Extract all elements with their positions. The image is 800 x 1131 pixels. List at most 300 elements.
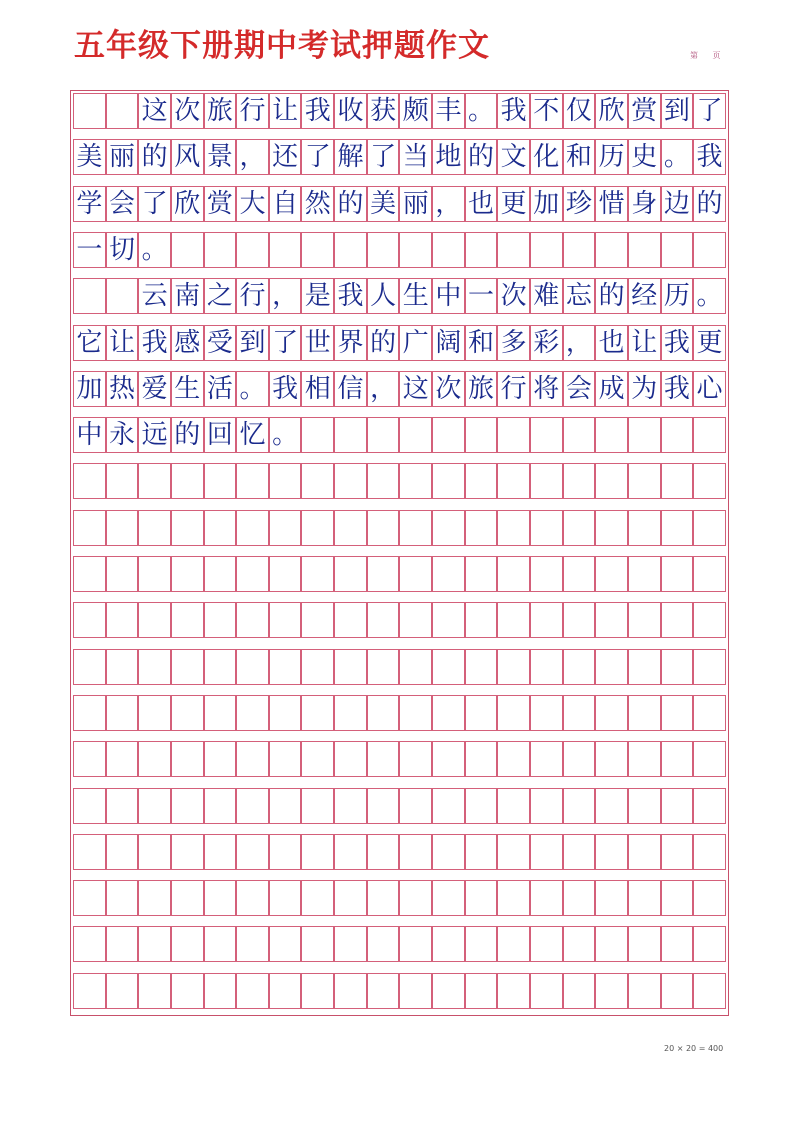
grid-cell: 解 <box>334 139 367 175</box>
grid-cell <box>269 926 302 962</box>
grid-cell <box>563 510 596 546</box>
grid-cell <box>204 973 237 1009</box>
grid-cell <box>236 510 269 546</box>
grid-cell: 不 <box>530 93 563 129</box>
grid-cell: 中 <box>73 417 106 453</box>
grid-cell <box>399 926 432 962</box>
grid-cell <box>106 649 139 685</box>
grid-cell <box>269 741 302 777</box>
grid-cell: 信 <box>334 371 367 407</box>
grid-cell: 成 <box>595 371 628 407</box>
grid-cell: 了 <box>138 186 171 222</box>
grid-cell: 收 <box>334 93 367 129</box>
grid-cell: 身 <box>628 186 661 222</box>
grid-cell: 更 <box>497 186 530 222</box>
grid-cell <box>399 510 432 546</box>
grid-cell <box>367 510 400 546</box>
grid-cell <box>530 926 563 962</box>
grid-cell: 界 <box>334 325 367 361</box>
grid-cell: 旅 <box>465 371 498 407</box>
grid-cell <box>73 463 106 499</box>
grid-cell <box>693 463 726 499</box>
grid-cell <box>661 695 694 731</box>
grid-cell <box>106 278 139 314</box>
grid-cell: 行 <box>236 278 269 314</box>
grid-cell: 相 <box>301 371 334 407</box>
grid-cell <box>628 788 661 824</box>
grid-cell <box>563 232 596 268</box>
grid-cell: 丽 <box>399 186 432 222</box>
grid-cell: 的 <box>367 325 400 361</box>
grid-cell <box>171 556 204 592</box>
grid-cell <box>563 880 596 916</box>
grid-cell <box>693 649 726 685</box>
grid-cell: 丽 <box>106 139 139 175</box>
grid-cell <box>301 417 334 453</box>
grid-cell <box>269 695 302 731</box>
grid-cell <box>399 741 432 777</box>
grid-cell: 中 <box>432 278 465 314</box>
grid-cell <box>432 417 465 453</box>
grid-cell: 化 <box>530 139 563 175</box>
grid-cell: 了 <box>301 139 334 175</box>
grid-cell <box>693 741 726 777</box>
grid-cell <box>530 695 563 731</box>
grid-cell <box>465 880 498 916</box>
grid-cell <box>432 232 465 268</box>
grid-row <box>73 695 726 731</box>
grid-cell: 赏 <box>204 186 237 222</box>
grid-cell: 次 <box>432 371 465 407</box>
grid-cell: 忆 <box>236 417 269 453</box>
grid-cell <box>465 602 498 638</box>
grid-cell <box>628 417 661 453</box>
grid-cell: 我 <box>138 325 171 361</box>
grid-cell <box>595 602 628 638</box>
grid-cell <box>399 556 432 592</box>
grid-cell <box>530 556 563 592</box>
grid-cell <box>465 649 498 685</box>
grid-cell <box>73 602 106 638</box>
grid-cell: 我 <box>693 139 726 175</box>
grid-cell <box>563 556 596 592</box>
grid-cell <box>693 510 726 546</box>
grid-cell <box>171 649 204 685</box>
grid-cell: 当 <box>399 139 432 175</box>
grid-cell <box>138 695 171 731</box>
grid-cell <box>563 741 596 777</box>
grid-cell <box>367 602 400 638</box>
grid-cell <box>171 880 204 916</box>
grid-cell <box>236 788 269 824</box>
grid-cell <box>497 926 530 962</box>
grid-cell <box>334 602 367 638</box>
grid-cell <box>334 926 367 962</box>
grid-cell: 获 <box>367 93 400 129</box>
grid-cell <box>661 510 694 546</box>
grid-cell <box>334 973 367 1009</box>
grid-row <box>73 510 726 546</box>
grid-cell <box>530 649 563 685</box>
grid-cell <box>367 834 400 870</box>
grid-cell <box>628 926 661 962</box>
grid-cell <box>693 556 726 592</box>
grid-cell: 了 <box>693 93 726 129</box>
grid-cell <box>399 232 432 268</box>
grid-cell <box>693 417 726 453</box>
grid-cell <box>399 649 432 685</box>
grid-cell: 经 <box>628 278 661 314</box>
grid-cell <box>693 602 726 638</box>
grid-cell: 风 <box>171 139 204 175</box>
grid-cell: 旅 <box>204 93 237 129</box>
grid-cell <box>465 926 498 962</box>
grid-row <box>73 926 726 962</box>
grid-cell <box>73 788 106 824</box>
grid-cell <box>399 463 432 499</box>
grid-cell <box>497 556 530 592</box>
grid-cell: 远 <box>138 417 171 453</box>
grid-cell <box>204 649 237 685</box>
grid-row <box>73 232 726 268</box>
grid-cell <box>138 602 171 638</box>
grid-cell <box>563 926 596 962</box>
grid-cell: 也 <box>465 186 498 222</box>
grid-cell <box>497 232 530 268</box>
grid-cell <box>73 880 106 916</box>
grid-cell: 仅 <box>563 93 596 129</box>
grid-cell <box>595 880 628 916</box>
grid-cell <box>269 973 302 1009</box>
grid-cell <box>497 510 530 546</box>
grid-cell <box>301 232 334 268</box>
grid-cell: 永 <box>106 417 139 453</box>
grid-cell: 是 <box>301 278 334 314</box>
grid-cell: 将 <box>530 371 563 407</box>
grid-cell: 行 <box>497 371 530 407</box>
grid-cell <box>530 463 563 499</box>
grid-row <box>73 834 726 870</box>
grid-cell: ， <box>367 371 400 407</box>
grid-cell <box>334 463 367 499</box>
grid-cell <box>628 463 661 499</box>
grid-row <box>73 325 726 361</box>
grid-cell <box>497 741 530 777</box>
grid-cell: 一 <box>73 232 106 268</box>
grid-cell <box>432 602 465 638</box>
grid-cell <box>432 463 465 499</box>
grid-cell <box>301 973 334 1009</box>
grid-cell <box>563 602 596 638</box>
grid-cell: 忘 <box>563 278 596 314</box>
grid-cell <box>497 602 530 638</box>
grid-cell <box>661 649 694 685</box>
grid-cell <box>563 973 596 1009</box>
grid-row <box>73 463 726 499</box>
grid-cell <box>661 602 694 638</box>
grid-cell: 史 <box>628 139 661 175</box>
grid-cell <box>693 695 726 731</box>
grid-row <box>73 139 726 175</box>
grid-cell <box>236 880 269 916</box>
grid-cell <box>204 463 237 499</box>
grid-cell <box>530 417 563 453</box>
grid-cell <box>432 556 465 592</box>
grid-cell <box>497 880 530 916</box>
grid-cell <box>497 649 530 685</box>
grid-cell: 生 <box>399 278 432 314</box>
grid-cell <box>334 232 367 268</box>
grid-cell <box>269 232 302 268</box>
grid-cell <box>367 463 400 499</box>
grid-cell <box>106 973 139 1009</box>
grid-cell <box>432 741 465 777</box>
grid-cell <box>204 834 237 870</box>
grid-cell <box>661 834 694 870</box>
grid-cell <box>301 834 334 870</box>
grid-cell <box>530 602 563 638</box>
grid-cell: 心 <box>693 371 726 407</box>
grid-cell <box>334 510 367 546</box>
grid-cell <box>465 232 498 268</box>
grid-cell: 感 <box>171 325 204 361</box>
grid-row <box>73 556 726 592</box>
grid-cell <box>628 973 661 1009</box>
grid-cell <box>106 741 139 777</box>
grid-cell <box>530 788 563 824</box>
grid-cell: 的 <box>595 278 628 314</box>
grid-cell: 珍 <box>563 186 596 222</box>
grid-cell <box>399 973 432 1009</box>
grid-cell <box>204 880 237 916</box>
grid-cell <box>138 510 171 546</box>
grid-cell: 我 <box>269 371 302 407</box>
grid-cell: 我 <box>334 278 367 314</box>
grid-cell <box>432 695 465 731</box>
grid-cell <box>269 880 302 916</box>
grid-cell <box>204 510 237 546</box>
grid-cell <box>269 510 302 546</box>
grid-cell <box>530 880 563 916</box>
grid-cell: 。 <box>236 371 269 407</box>
grid-cell <box>204 232 237 268</box>
grid-cell <box>236 649 269 685</box>
grid-row <box>73 371 726 407</box>
grid-cell <box>661 788 694 824</box>
grid-cell: 会 <box>563 371 596 407</box>
grid-cell: 历 <box>661 278 694 314</box>
grid-cell <box>595 463 628 499</box>
grid-row <box>73 788 726 824</box>
grid-cell <box>693 834 726 870</box>
grid-cell <box>595 417 628 453</box>
grid-cell <box>236 973 269 1009</box>
grid-cell: 。 <box>693 278 726 314</box>
grid-cell <box>106 93 139 129</box>
grid-cell <box>73 834 106 870</box>
grid-cell <box>106 834 139 870</box>
grid-cell <box>138 880 171 916</box>
grid-cell <box>301 510 334 546</box>
grid-cell <box>138 741 171 777</box>
grid-cell <box>73 973 106 1009</box>
grid-row <box>73 417 726 453</box>
grid-cell <box>432 926 465 962</box>
page-number-marker: 第 页 <box>690 51 727 60</box>
grid-cell <box>399 788 432 824</box>
grid-cell <box>301 602 334 638</box>
grid-cell <box>204 602 237 638</box>
grid-cell <box>204 695 237 731</box>
grid-cell: 的 <box>334 186 367 222</box>
page-title: 五年级下册期中考试押题作文 <box>74 28 490 64</box>
grid-cell <box>138 649 171 685</box>
grid-cell <box>236 602 269 638</box>
grid-cell <box>661 926 694 962</box>
grid-cell: 边 <box>661 186 694 222</box>
grid-cell: 颇 <box>399 93 432 129</box>
grid-cell: 美 <box>367 186 400 222</box>
grid-cell <box>595 510 628 546</box>
grid-cell: 学 <box>73 186 106 222</box>
grid-cell <box>301 880 334 916</box>
grid-cell <box>106 695 139 731</box>
grid-cell <box>465 973 498 1009</box>
grid-cell <box>465 741 498 777</box>
grid-cell <box>661 741 694 777</box>
grid-cell: 让 <box>628 325 661 361</box>
grid-cell <box>628 649 661 685</box>
grid-cell <box>73 510 106 546</box>
grid-cell <box>334 649 367 685</box>
grid-cell <box>399 417 432 453</box>
grid-cell <box>73 695 106 731</box>
grid-cell: 这 <box>138 93 171 129</box>
grid-cell: 和 <box>465 325 498 361</box>
grid-cell <box>269 463 302 499</box>
grid-cell <box>367 556 400 592</box>
grid-cell <box>73 741 106 777</box>
grid-cell <box>301 741 334 777</box>
grid-cell <box>171 973 204 1009</box>
grid-cell <box>367 695 400 731</box>
grid-cell: 美 <box>73 139 106 175</box>
grid-cell <box>628 695 661 731</box>
grid-cell: 自 <box>269 186 302 222</box>
grid-cell <box>432 834 465 870</box>
grid-cell: 切 <box>106 232 139 268</box>
grid-row <box>73 973 726 1009</box>
grid-cell <box>628 232 661 268</box>
grid-cell <box>661 417 694 453</box>
grid-cell <box>106 463 139 499</box>
grid-cell <box>236 463 269 499</box>
grid-cell: 的 <box>693 186 726 222</box>
grid-cell <box>530 834 563 870</box>
grid-cell <box>497 788 530 824</box>
grid-cell <box>138 556 171 592</box>
grid-cell <box>138 973 171 1009</box>
grid-cell <box>269 556 302 592</box>
grid-cell <box>563 788 596 824</box>
grid-cell <box>465 834 498 870</box>
grid-cell <box>301 695 334 731</box>
grid-cell <box>530 973 563 1009</box>
grid-cell: 我 <box>301 93 334 129</box>
grid-cell <box>628 510 661 546</box>
grid-cell: 到 <box>661 93 694 129</box>
grid-cell <box>171 232 204 268</box>
grid-cell <box>367 649 400 685</box>
grid-cell <box>399 834 432 870</box>
grid-cell <box>138 834 171 870</box>
grid-cell: 这 <box>399 371 432 407</box>
grid-cell: 的 <box>465 139 498 175</box>
grid-cell: 热 <box>106 371 139 407</box>
grid-cell: 和 <box>563 139 596 175</box>
grid-cell: 。 <box>269 417 302 453</box>
grid-cell: 让 <box>269 93 302 129</box>
grid-cell <box>334 741 367 777</box>
grid-cell: 受 <box>204 325 237 361</box>
grid-cell <box>106 926 139 962</box>
grid-cell <box>595 834 628 870</box>
grid-cell: 阔 <box>432 325 465 361</box>
grid-cell <box>563 463 596 499</box>
grid-cell: 人 <box>367 278 400 314</box>
grid-cell: 多 <box>497 325 530 361</box>
grid-cell <box>497 695 530 731</box>
grid-cell <box>465 510 498 546</box>
grid-cell <box>301 788 334 824</box>
grid-cell: 会 <box>106 186 139 222</box>
grid-cell <box>595 926 628 962</box>
grid-cell <box>465 556 498 592</box>
grid-cell: 为 <box>628 371 661 407</box>
grid-cell: 欣 <box>171 186 204 222</box>
grid-cell <box>497 417 530 453</box>
grid-cell <box>204 556 237 592</box>
grid-cell: 广 <box>399 325 432 361</box>
grid-cell <box>628 602 661 638</box>
grid-cell <box>106 510 139 546</box>
grid-cell <box>269 834 302 870</box>
grid-cell <box>465 788 498 824</box>
grid-count-label: 20 × 20 = 400 <box>664 1044 724 1053</box>
grid-cell <box>106 602 139 638</box>
grid-cell <box>432 973 465 1009</box>
grid-cell <box>399 695 432 731</box>
grid-cell <box>595 556 628 592</box>
grid-cell <box>171 602 204 638</box>
grid-cell <box>334 880 367 916</box>
grid-cell <box>628 880 661 916</box>
grid-cell <box>236 695 269 731</box>
grid-cell <box>106 880 139 916</box>
grid-cell <box>269 602 302 638</box>
grid-cell <box>367 973 400 1009</box>
grid-cell: 世 <box>301 325 334 361</box>
grid-cell <box>661 556 694 592</box>
grid-cell <box>73 649 106 685</box>
grid-cell <box>204 788 237 824</box>
grid-cell <box>138 463 171 499</box>
grid-cell <box>595 649 628 685</box>
grid-cell: 地 <box>432 139 465 175</box>
grid-cell <box>301 556 334 592</box>
grid-cell: 也 <box>595 325 628 361</box>
grid-cell <box>399 602 432 638</box>
